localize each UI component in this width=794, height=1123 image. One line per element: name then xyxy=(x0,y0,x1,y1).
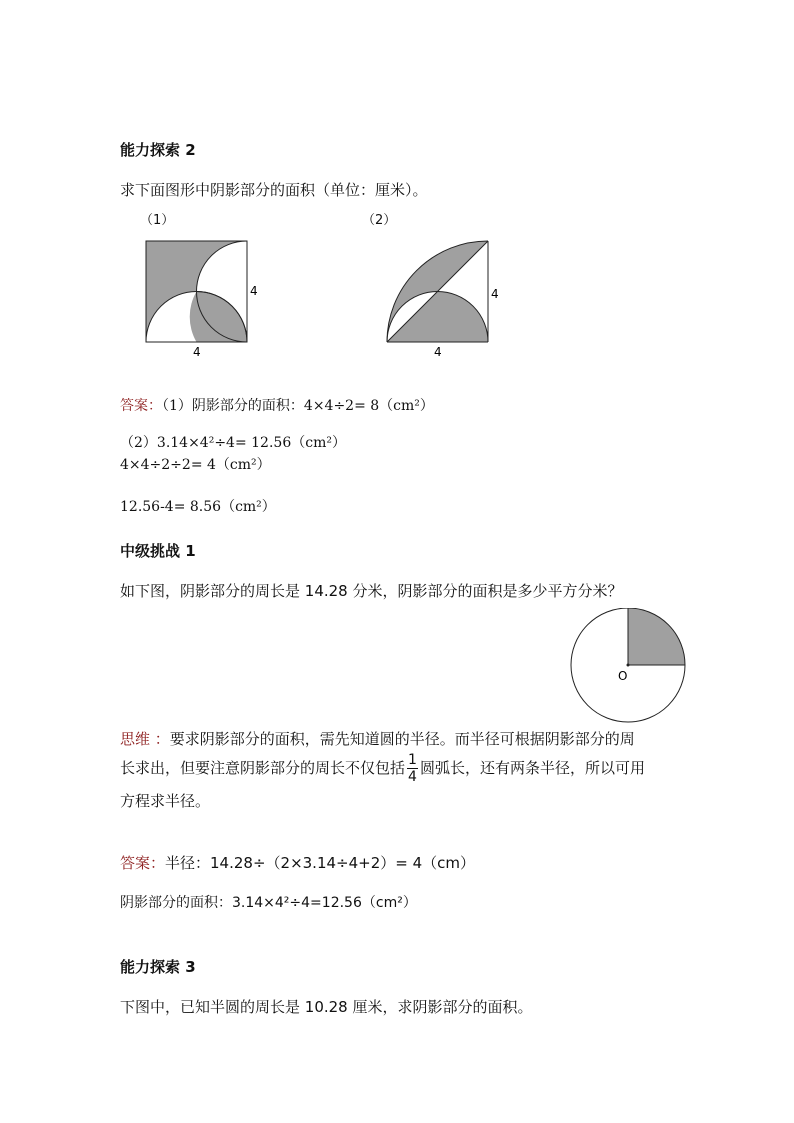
center-point xyxy=(627,664,630,667)
figure2-side-label: 4 xyxy=(491,287,499,301)
think-line2: 长求出，但要注意阴影部分的周长不仅包括 $\frac{1}{4}$ 圆弧长，还有两条半径，所以可用 xyxy=(120,752,645,785)
figure1-bottom-label: 4 xyxy=(193,345,201,359)
figure1-side-label: 4 xyxy=(250,284,258,298)
figure2-label: （2） xyxy=(362,213,397,228)
figure2-bottom-label: 4 xyxy=(434,345,442,359)
section3-title: 能力探索 3 xyxy=(120,958,196,976)
section2-question: 如下图，阴影部分的周长是 14.28 分米，阴影部分的面积是多少平方分米？ xyxy=(120,582,623,600)
section1-title: 能力探索 2 xyxy=(120,141,196,159)
section1-answer-label: 答案： xyxy=(120,398,162,414)
center-label: O xyxy=(618,669,628,683)
section1-answer-line4: 12.56-4= 8.56（cm²） xyxy=(120,499,276,515)
section1-question: 求下面图形中阴影部分的面积（单位：厘米）。 xyxy=(120,181,428,199)
section2-answer-line1: 答案：半径：14.28÷（2×3.14÷4+2）= 4（cm） xyxy=(120,854,475,872)
section2-answer-line2: 阴影部分的面积：3.14×4²÷4=12.56（cm²） xyxy=(120,895,417,911)
figure2-diagram xyxy=(380,235,510,360)
section2-answer-label: 答案： xyxy=(120,854,166,872)
section1-answer-line1: 答案：（1）阴影部分的面积：4×4÷2= 8（cm²） xyxy=(120,398,434,414)
think-line3: 方程求半径。 xyxy=(120,792,211,810)
section2-title: 中级挑战 1 xyxy=(120,542,196,560)
section1-answer-line2: （2）3.14×4²÷4= 12.56（cm²） xyxy=(120,435,346,451)
think-label: 思维 ： xyxy=(120,730,170,748)
circle-diagram xyxy=(568,608,692,728)
figure1-diagram xyxy=(140,235,270,360)
section3-question: 下图中，已知半圆的周长是 10.28 厘米，求阴影部分的面积。 xyxy=(120,998,533,1016)
section1-answer-line3: 4×4÷2÷2= 4（cm²） xyxy=(120,457,271,473)
shaded-quarter xyxy=(628,608,685,665)
figure1-label: （1） xyxy=(140,213,175,228)
think-line1: 思维 ：要求阴影部分的面积，需先知道圆的半径。而半径可根据阴影部分的周 xyxy=(120,730,635,748)
fraction-quarter: $\frac{1}{4}$ xyxy=(408,752,417,785)
